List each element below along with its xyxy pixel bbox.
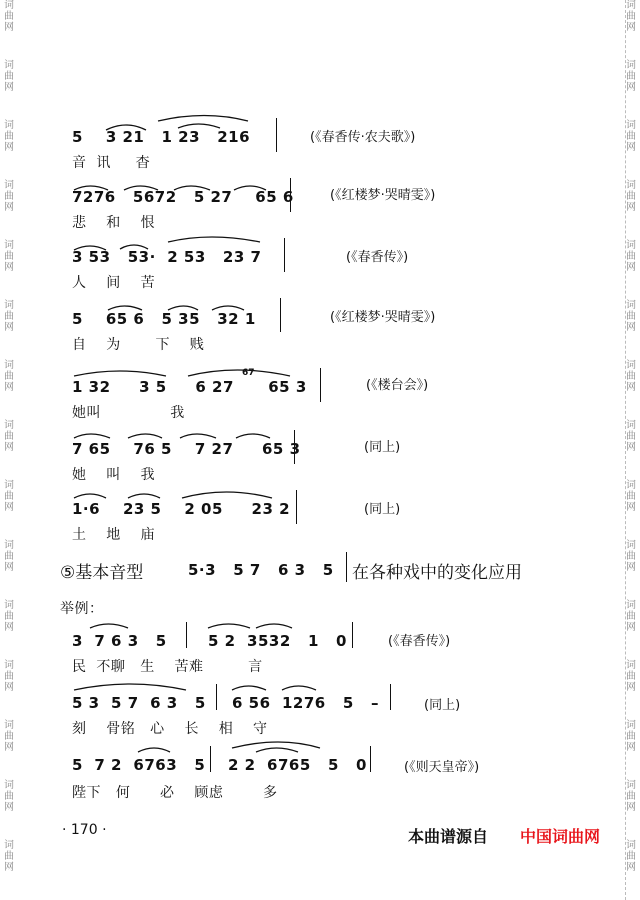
grace-note: 67 <box>242 368 255 378</box>
notation-row-3: 3 53 53· 2 53 23 7 <box>72 248 262 266</box>
watermark-group: 词 曲 网 <box>626 0 636 33</box>
footer-site-name[interactable]: 中国词曲网 <box>520 827 601 846</box>
barline <box>370 746 371 772</box>
source-label-1: (《春香传·农夫歌》) <box>310 130 416 145</box>
barline <box>186 622 187 648</box>
watermark-group: 词 曲 网 <box>4 720 14 753</box>
watermark-group: 词 曲 网 <box>4 600 14 633</box>
watermark-group: 词 曲 网 <box>4 300 14 333</box>
example-heading: 举例： <box>60 601 104 617</box>
watermark-group: 词 曲 网 <box>4 420 14 453</box>
section-heading: ⑤基本音型 <box>60 563 144 583</box>
source-label-2: (《红楼梦·哭晴雯》) <box>330 188 436 203</box>
barline <box>276 118 277 152</box>
barline <box>346 552 347 582</box>
barline <box>216 684 217 710</box>
source-label-6: (同上) <box>364 440 401 455</box>
watermark-group: 词 曲 网 <box>626 60 636 93</box>
source-label-9: (同上) <box>424 698 461 713</box>
page-number: · 170 · <box>62 822 107 838</box>
watermark-group: 词 曲 网 <box>626 420 636 453</box>
lyrics-row-3: 人 间 苦 <box>72 275 156 291</box>
barline <box>284 238 285 272</box>
watermark-group: 词 曲 网 <box>4 660 14 693</box>
notation-row-2: 7276 5672 5 27 65 6 <box>72 188 294 206</box>
notation-row-8b: 5 2 3532 1 0 <box>208 632 347 650</box>
barline <box>296 490 297 524</box>
lyrics-row-9: 刻 骨铭 心 长 相 守 <box>72 721 268 737</box>
barline <box>290 178 291 212</box>
lyrics-row-5: 她叫 我 <box>72 405 185 421</box>
barline <box>210 746 211 772</box>
section-text: 在各种戏中的变化应用 <box>352 563 522 583</box>
lyrics-row-2: 悲 和 恨 <box>72 215 156 231</box>
watermark-group: 词 曲 网 <box>626 600 636 633</box>
lyrics-row-7: 土 地 庙 <box>72 527 156 543</box>
watermark-group: 词 曲 网 <box>4 180 14 213</box>
notation-row-6: 7 65 76 5 7 27 65 3 <box>72 440 301 458</box>
lyrics-row-1: 音 讯 杳 <box>72 155 151 171</box>
notation-row-9a: 5 3 5 7 6 3 5 <box>72 694 206 712</box>
barline <box>352 622 353 648</box>
notation-row-10b: 2 2 6765 5 0 <box>228 756 367 774</box>
watermark-group: 词 曲 网 <box>4 780 14 813</box>
barline <box>294 430 295 464</box>
basic-pattern-notation: 5·3 5 7 6 3 5 <box>188 561 334 579</box>
notation-row-8a: 3 7 6 3 5 <box>72 632 167 650</box>
barline <box>280 298 281 332</box>
barline <box>390 684 391 710</box>
source-label-4: (《红楼梦·哭晴雯》) <box>330 310 436 325</box>
watermark-group: 词 曲 网 <box>626 720 636 753</box>
watermark-group: 词 曲 网 <box>626 840 636 873</box>
watermark-group: 词 曲 网 <box>626 300 636 333</box>
watermark-group: 词 曲 网 <box>4 60 14 93</box>
lyrics-row-4: 自 为 下 贱 <box>72 337 205 353</box>
watermark-group: 词 曲 网 <box>626 180 636 213</box>
watermark-group: 词 曲 网 <box>4 480 14 513</box>
watermark-group: 词 曲 网 <box>4 360 14 393</box>
lyrics-row-6: 她 叫 我 <box>72 467 156 483</box>
watermark-group: 词 曲 网 <box>626 780 636 813</box>
barline <box>320 368 321 402</box>
watermark-group: 词 曲 网 <box>626 660 636 693</box>
notation-row-5: 1 32 3 5 6 27 65 3 <box>72 378 307 396</box>
source-label-3: (《春香传》) <box>346 250 409 265</box>
notation-row-1: 5 3 21 1 23 216 <box>72 128 251 146</box>
watermark-group: 词 曲 网 <box>4 240 14 273</box>
watermark-group: 词 曲 网 <box>626 540 636 573</box>
notation-row-9b: 6 56 1276 5 – <box>232 694 379 712</box>
watermark-group: 词 曲 网 <box>4 0 14 33</box>
notation-row-10a: 5 7 2 6763 5 <box>72 756 206 774</box>
notation-row-7: 1·6 23 5 2 05 23 2 <box>72 500 291 518</box>
source-label-7: (同上) <box>364 502 401 517</box>
watermark-group: 词 曲 网 <box>626 480 636 513</box>
watermark-group: 词 曲 网 <box>626 360 636 393</box>
lyrics-row-10: 陛下 何 必 顾虑 多 <box>72 785 278 801</box>
notation-row-4: 5 65 6 5 35 32 1 <box>72 310 256 328</box>
footer-source-text: 本曲谱源自 <box>408 827 489 846</box>
lyrics-row-8: 民 不聊 生 苦难 言 <box>72 659 263 675</box>
watermark-group: 词 曲 网 <box>626 120 636 153</box>
watermark-group: 词 曲 网 <box>626 240 636 273</box>
watermark-group: 词 曲 网 <box>4 840 14 873</box>
watermark-group: 词 曲 网 <box>4 540 14 573</box>
source-label-10: (《则天皇帝》) <box>404 760 480 775</box>
source-label-8: (《春香传》) <box>388 634 451 649</box>
watermark-group: 词 曲 网 <box>4 120 14 153</box>
source-label-5: (《楼台会》) <box>366 378 429 393</box>
